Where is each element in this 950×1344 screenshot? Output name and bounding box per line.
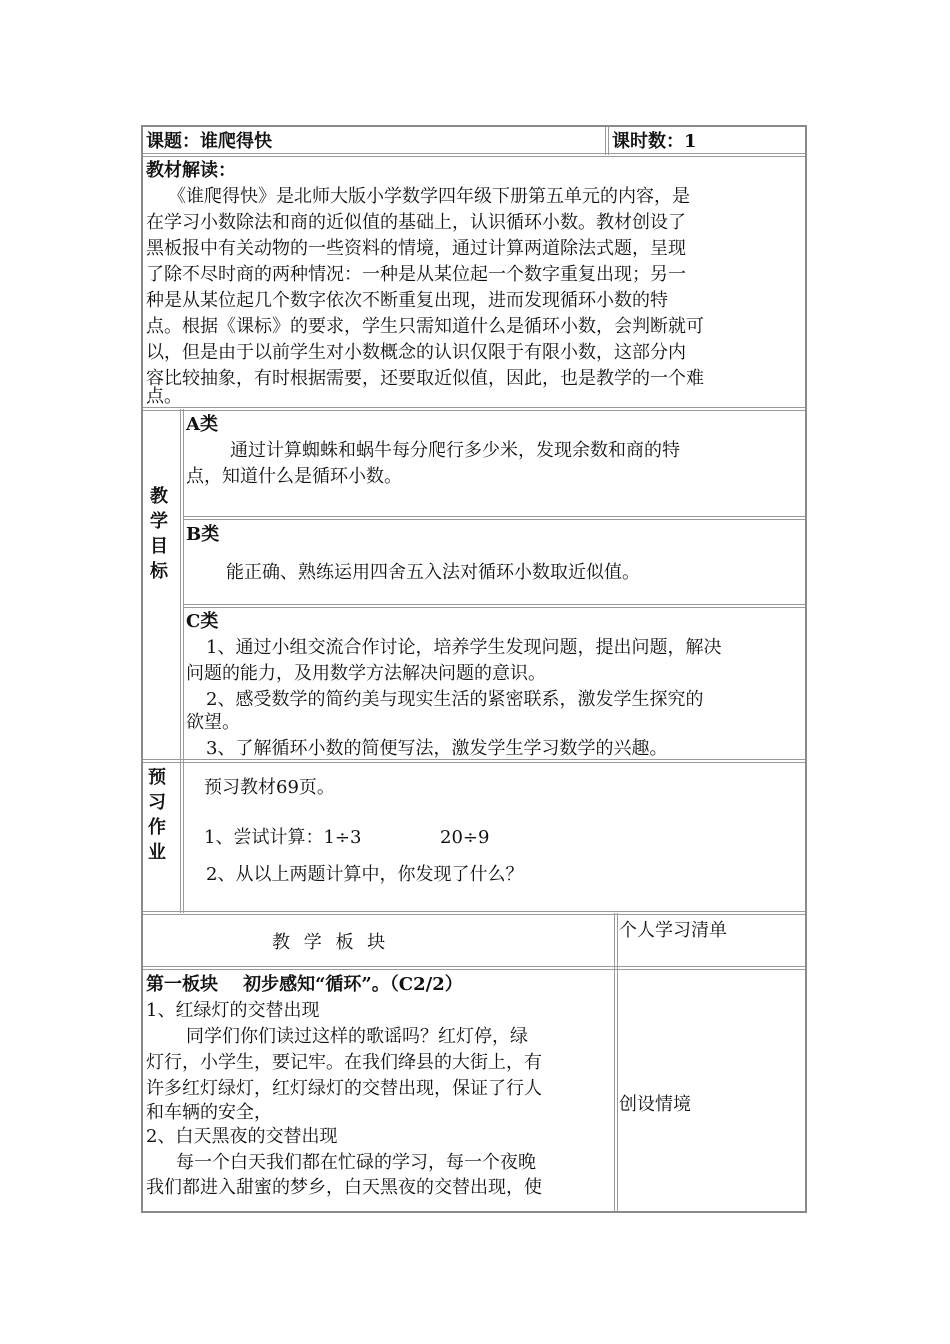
goal-c-line: 1、通过小组交流合作讨论，培养学生发现问题，提出问题，解决 bbox=[206, 637, 722, 658]
section1-line: 和车辆的安全， bbox=[146, 1102, 272, 1123]
section1-line: 每一个白天我们都在忙碌的学习，每一个夜晚 bbox=[176, 1152, 536, 1173]
goal-c-line: 问题的能力，及用数学方法解决问题的意识。 bbox=[186, 663, 546, 684]
col-divider bbox=[614, 913, 618, 1211]
material-heading: 教材解读： bbox=[146, 160, 236, 181]
row-divider bbox=[143, 407, 805, 411]
material-line: 点。根据《课标》的要求，学生只需知道什么是循环小数，会判断就可 bbox=[146, 316, 704, 337]
goal-c-line: 3、了解循环小数的简便写法，激发学生学习数学的兴趣。 bbox=[206, 738, 668, 759]
material-line: 点。 bbox=[146, 386, 182, 407]
hours-label: 课时数：1 bbox=[612, 131, 697, 152]
topic-label: 课题：谁爬得快 bbox=[146, 131, 272, 152]
section1-line: 2、白天黑夜的交替出现 bbox=[146, 1126, 338, 1147]
goal-a-line: 点，知道什么是循环小数。 bbox=[186, 466, 402, 487]
personal-list-label: 个人学习清单 bbox=[619, 920, 727, 941]
goal-a-line: 通过计算蜘蛛和蜗牛每分爬行多少米，发现余数和商的特 bbox=[230, 440, 680, 461]
goal-b-line: 能正确、熟练运用四舍五入法对循环小数取近似值。 bbox=[226, 562, 640, 583]
goal-a-title: A类 bbox=[186, 414, 218, 435]
goals-side-label: 教 学 目 标 bbox=[150, 486, 168, 582]
section1-side-note: 创设情境 bbox=[619, 1094, 691, 1115]
row-divider bbox=[183, 516, 805, 520]
section1-line: 灯行，小学生，要记牢。在我们绛县的大街上，有 bbox=[146, 1052, 542, 1073]
section1-line: 同学们你们读过这样的歌谣吗？红灯停，绿 bbox=[186, 1026, 528, 1047]
section1-heading: 第一板块 初步感知“循环”。（C2/2） bbox=[146, 974, 463, 995]
material-line: 《谁爬得快》是北师大版小学数学四年级下册第五单元的内容，是 bbox=[168, 186, 690, 207]
material-line: 以，但是由于以前学生对小数概念的认识仅限于有限小数，这部分内 bbox=[146, 342, 686, 363]
material-line: 了除不尽时商的两种情况：一种是从某位起一个数字重复出现；另一 bbox=[146, 264, 686, 285]
col-divider bbox=[605, 127, 609, 155]
preview-line: 2、从以上两题计算中，你发现了什么？ bbox=[206, 864, 524, 885]
row-divider bbox=[183, 604, 805, 608]
material-line: 在学习小数除法和商的近似值的基础上，认识循环小数。教材创设了 bbox=[146, 212, 686, 233]
section1-line: 我们都进入甜蜜的梦乡，白天黑夜的交替出现，使 bbox=[146, 1177, 542, 1198]
material-line: 种是从某位起几个数字依次不断重复出现，进而发现循环小数的特 bbox=[146, 290, 668, 311]
blocks-title: 教 学 板 块 bbox=[272, 932, 390, 953]
section1-line: 许多红灯绿灯，红灯绿灯的交替出现，保证了行人 bbox=[146, 1078, 542, 1099]
preview-line: 预习教材69页。 bbox=[204, 777, 335, 798]
col-divider bbox=[180, 409, 184, 913]
preview-line: 20÷9 bbox=[440, 827, 490, 848]
preview-line: 1、尝试计算：1÷3 bbox=[204, 827, 362, 848]
row-divider bbox=[143, 911, 805, 915]
material-line: 容比较抽象，有时根据需要，还要取近似值，因此，也是教学的一个难 bbox=[146, 368, 704, 389]
goal-b-title: B类 bbox=[186, 524, 220, 545]
material-line: 黑板报中有关动物的一些资料的情境，通过计算两道除法式题，呈现 bbox=[146, 238, 686, 259]
goal-c-title: C类 bbox=[186, 611, 219, 632]
preview-side-label: 预 习 作 业 bbox=[148, 767, 166, 863]
goal-c-line: 2、感受数学的简约美与现实生活的紧密联系，激发学生探究的 bbox=[206, 689, 704, 710]
row-divider bbox=[143, 966, 805, 970]
goal-c-line: 欲望。 bbox=[186, 712, 240, 733]
section1-line: 1、红绿灯的交替出现 bbox=[146, 1000, 320, 1021]
